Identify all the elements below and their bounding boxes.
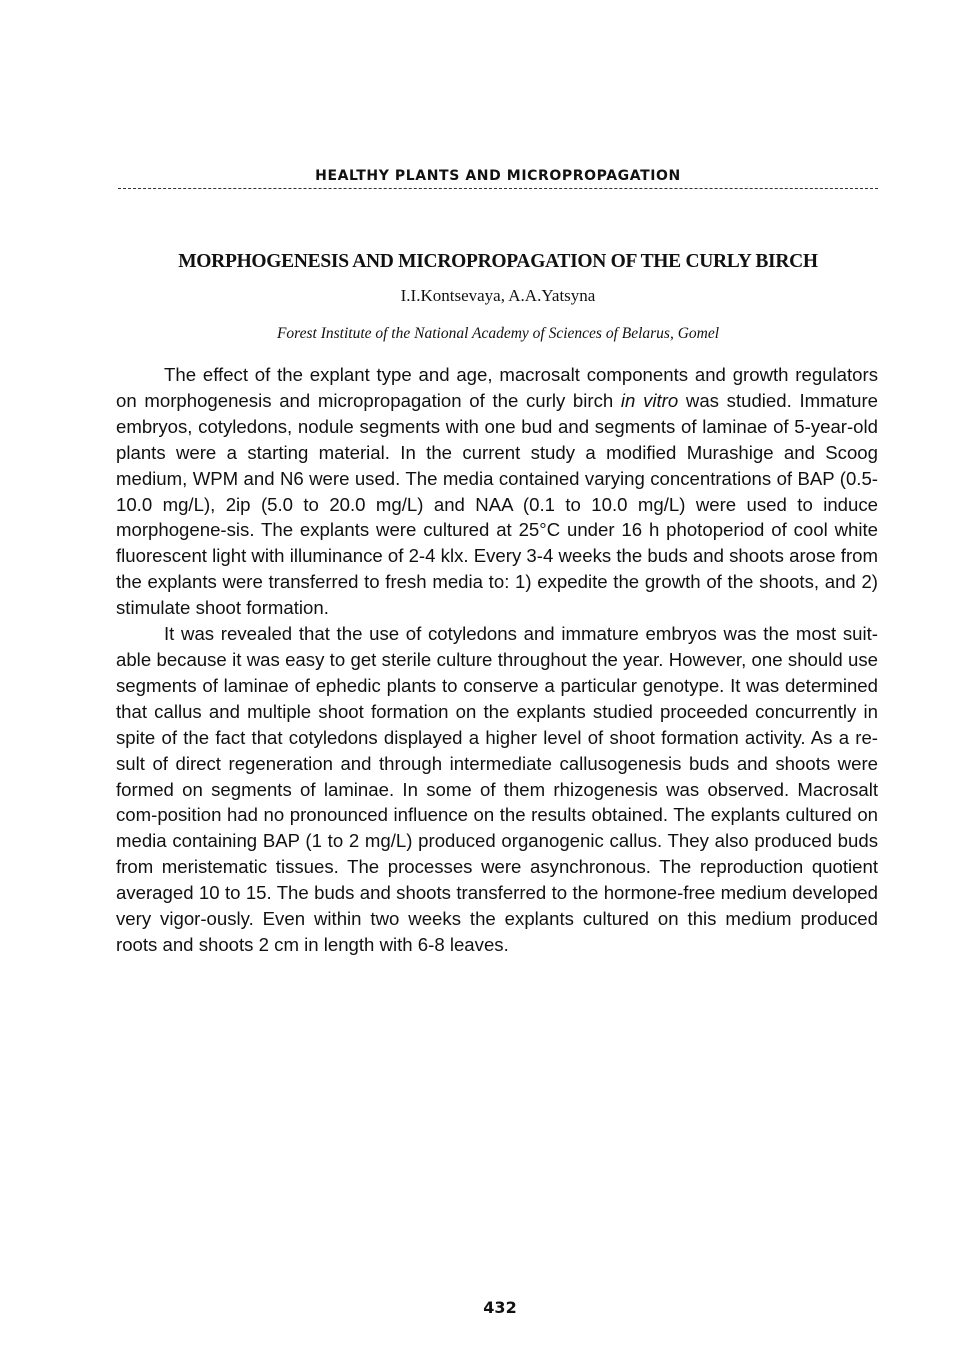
- paragraph-1-part-1: The effect of the explant type and age, macrosalt components and growth regulators on morphogenesis and micropropagation of the curly birch: [116, 364, 878, 411]
- article-affiliation: Forest Institute of the National Academy of Sciences of Belarus, Gomel: [276, 325, 720, 342]
- paragraph-1-part-2: was studied. Immature embryos, cotyledons, nodule segments with one bud and segments of laminae of 5-year-old plants were a starting material. In the current study a modified Murashige and Scoog medium, WPM and N6 were used. The media contained varying concentrations of BAP (0.5-10.0 mg/L), 2ip (5.0 to 20.0 mg/L) and NAA (0.1 to 10.0 mg/L) were used to induce morphogene-sis. The explants were cultured at 25°C under 16 h photoperiod of cool white fluorescent light with illuminance of 2-4 klx. Every 3-4 weeks the buds and shoots arose from the explants were transferred to fresh media to: 1) expedite the growth of the shoots, and 2) stimulate shoot formation.: [116, 389, 878, 619]
- article-authors: I.I.Kontsevaya, A.A.Yatsyna: [400, 286, 596, 305]
- running-header: [118, 166, 878, 189]
- paragraph-2: It was revealed that the use of cotyledons and immature embryos was the most suit-able because it was easy to get sterile culture throughout the year. However, one should use segments of laminae of ephedic plants to conserve a particular genotype. It was determined that callus and multiple shoot formation on the explants studied proceeded concurrently in spite of the fact that cotyledons displayed a higher level of shoot formation activity. As a re-sult of direct regeneration and through intermediate callusogenesis buds and shoots were formed on segments of laminae. In some of them rhizogenesis was observed. Macrosalt com-position had no pronounced influence on the results obtained. The explants cultured on media containing BAP (1 to 2 mg/L) produced organogenic callus. They also produced buds from meristematic tissues. The processes were asynchronous. The reproduction quotient averaged 10 to 15. The buds and shoots transferred to the hormone-free medium developed very vigor-ously. Even within two weeks the explants cultured on this medium produced roots and shoots 2 cm in length with 6-8 leaves.: [116, 623, 878, 955]
- article-body: [116, 362, 878, 958]
- paragraph-1: [116, 362, 878, 621]
- article-title: MORPHOGENESIS AND MICROPROPAGATION OF THE CURLY BIRCH: [178, 251, 818, 272]
- page-number: 432: [483, 1298, 517, 1317]
- running-header-text: HEALTHY PLANTS AND MICROPROPAGATION: [315, 168, 681, 184]
- paragraph-1-italic: in vitro: [620, 389, 679, 411]
